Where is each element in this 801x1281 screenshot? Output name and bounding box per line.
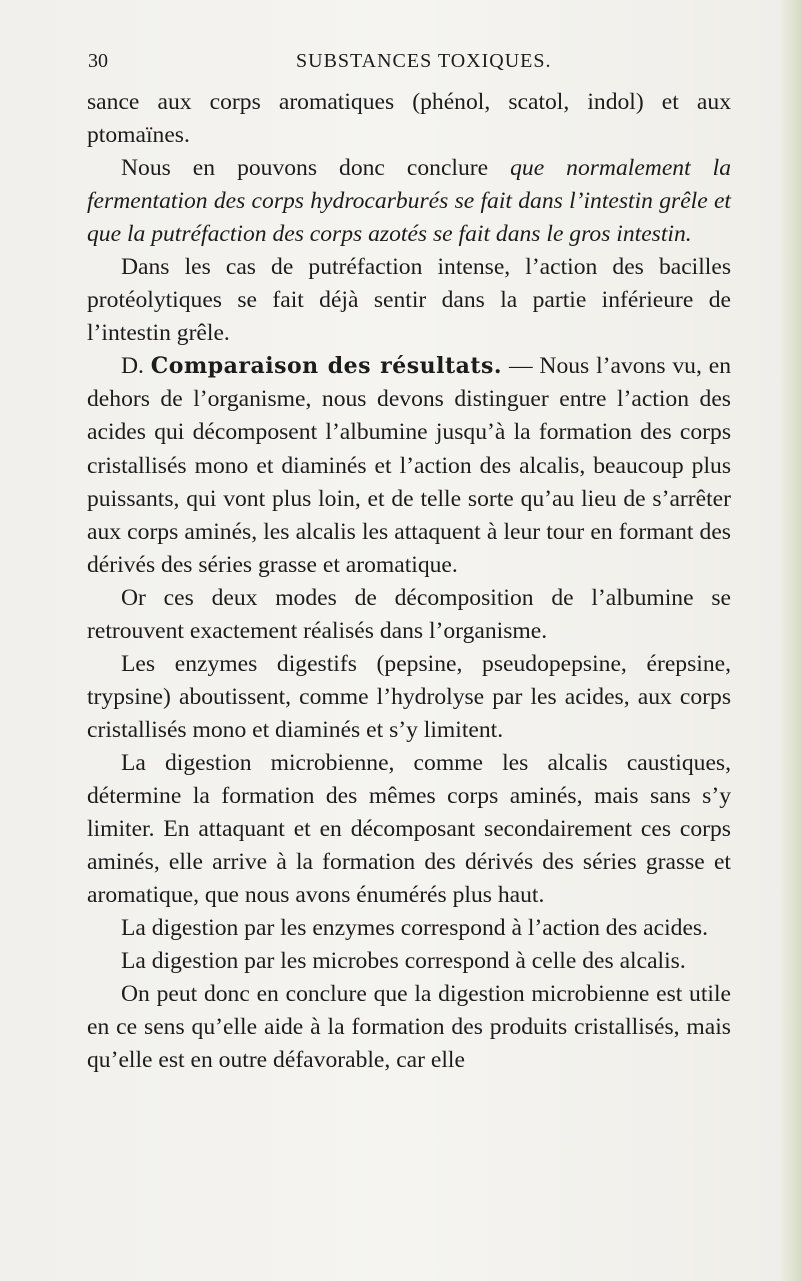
paragraph-microbes-alkalis: La digestion par les microbes correspond à celle des alcalis. [121,948,686,975]
paragraph-putrefaction: Dans les cas de putréfaction intense, l’action des bacilles protéolytiques se fait déjà sentir dans la partie inférieure de l’intestin grêle. [87,254,731,347]
paragraph-enzyme-acids: La digestion par les enzymes correspond à l’action des acides. [121,915,709,942]
section-label: D. [121,353,151,380]
page-edge-shadow [779,0,801,1281]
paragraph-comparison [87,350,731,581]
paragraph-comparison-body: — Nous l’avons vu, en dehors de l’organisme, nous devons distinguer entre l’action des acides qui décomposent l’albumine jusqu’à la formation des corps cristallisés mono et diaminés et l’action des alcalis, beaucoup plus puissants, qui vont plus loin, et de telle sorte qu’au lieu de s’arrêter aux corps aminés, les alcalis les attaquent à leur tour en formant des dérivés des séries grasse et aromatique. [87,353,731,578]
page-header [88,50,728,80]
paragraph-enzymes: Les enzymes digestifs (pepsine, pseudopepsine, érepsine, trypsine) aboutissent, comme l’hydrolyse par les acides, aux corps cristallisés mono et diaminés et s’y limitent. [87,650,731,743]
section-heading: Comparaison des résultats. [150,353,503,380]
page-number: 30 [88,50,108,72]
paragraph-final-conclusion: On peut donc en conclure que la digestion microbienne est utile en ce sens qu’elle aide à la formation des produits cristallisés, mais qu’elle est en outre défavorable, car elle [87,981,731,1074]
paragraph-modes: Or ces deux modes de décomposition de l’albumine se retrouvent exactement réalisés dans l’organisme. [87,584,731,644]
body-text [87,86,731,1077]
paragraph-microbial-digestion: La digestion microbienne, comme les alcalis caustiques, détermine la formation des mêmes corps aminés, mais sans s’y limiter. En attaquant et en décomposant secondairement ces corps aminés, elle arrive à la formation des dérivés des séries grasse et aromatique, que nous avons énumérés plus haut. [87,749,731,909]
paragraph-conclusion-lead: Nous en pouvons donc conclure [121,155,511,182]
paragraph-conclusion [87,152,731,251]
running-title: SUBSTANCES TOXIQUES. [296,50,552,72]
paragraph-continuation: sance aux corps aromatiques (phénol, scatol, indol) et aux ptomaïnes. [87,89,731,149]
paragraph-conclusion-italic: que normalement la fermentation des corps hydrocarburés se fait dans l’intestin grêle et que la putréfaction des corps azotés se fait dans le gros intestin. [87,155,731,248]
